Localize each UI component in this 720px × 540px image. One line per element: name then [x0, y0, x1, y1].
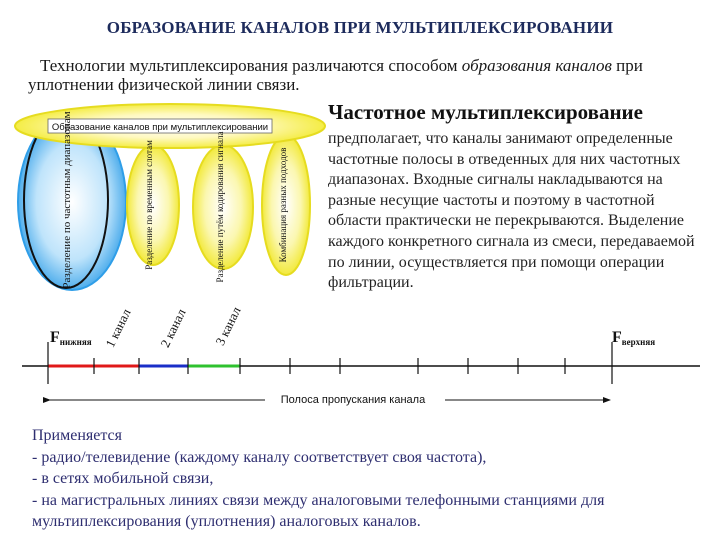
f-high-letter: F — [612, 329, 622, 346]
usage-item-1: - радио/телевидение (каждому каналу соответствует своя частота), — [32, 448, 487, 466]
f-high-sub: верхняя — [621, 337, 656, 347]
f-low-sub: нижняя — [59, 337, 92, 347]
method-label-frequency: Разделение по частотным диапазонам — [61, 111, 73, 289]
f-low-letter: F — [50, 329, 60, 346]
f-low-label — [50, 329, 92, 347]
side-heading: Частотное мультиплексирование — [328, 100, 643, 124]
usage-list — [32, 425, 704, 533]
band-label: Полоса пропускания канала — [280, 394, 426, 406]
top-ellipse-label: Образование каналов при мультиплексировании — [51, 122, 269, 133]
axis-ticks — [48, 342, 612, 384]
slide-title: ОБРАЗОВАНИЕ КАНАЛОВ ПРИ МУЛЬТИПЛЕКСИРОВАНИИ — [106, 18, 614, 37]
usage-item-2: - в сетях мобильной связи, — [32, 470, 214, 488]
f-high-label — [612, 329, 655, 347]
side-paragraph: предполагает, что каналы занимают определенные частотные полосы в отведенных для них частотных диапазонах. Входные сигналы накладываются на разные несущие частоты и поэтому в частотной области практически не перекрываются. Выделение каждого конкретного сигнала из смеси, передаваемой по линии, осуществляется при помощи операции фильтрации. — [328, 130, 695, 292]
usage-heading: Применяется — [32, 427, 123, 444]
channel-label-1: 1 канал — [102, 306, 134, 350]
method-label-code: Разделение путём кодирования сигнала — [215, 131, 225, 283]
method-label-time: Разделение по временным слотам — [144, 140, 154, 270]
intro-part2: при уплотнении физической линии связи. — [28, 56, 643, 94]
intro-emphasis: образования каналов — [461, 56, 612, 75]
channel-label-3: 3 канал — [212, 304, 244, 348]
usage-item-3: - на магистральных линиях связи между аналоговыми телефонными станциями для мультиплексирования (уплотнения) аналоговых каналов. — [32, 491, 605, 531]
channel-label-2: 2 канал — [157, 306, 189, 350]
method-label-combined: Комбинация разных подходов — [278, 147, 288, 263]
intro-part1: Технологии мультиплексирования различаются способом — [40, 56, 462, 75]
